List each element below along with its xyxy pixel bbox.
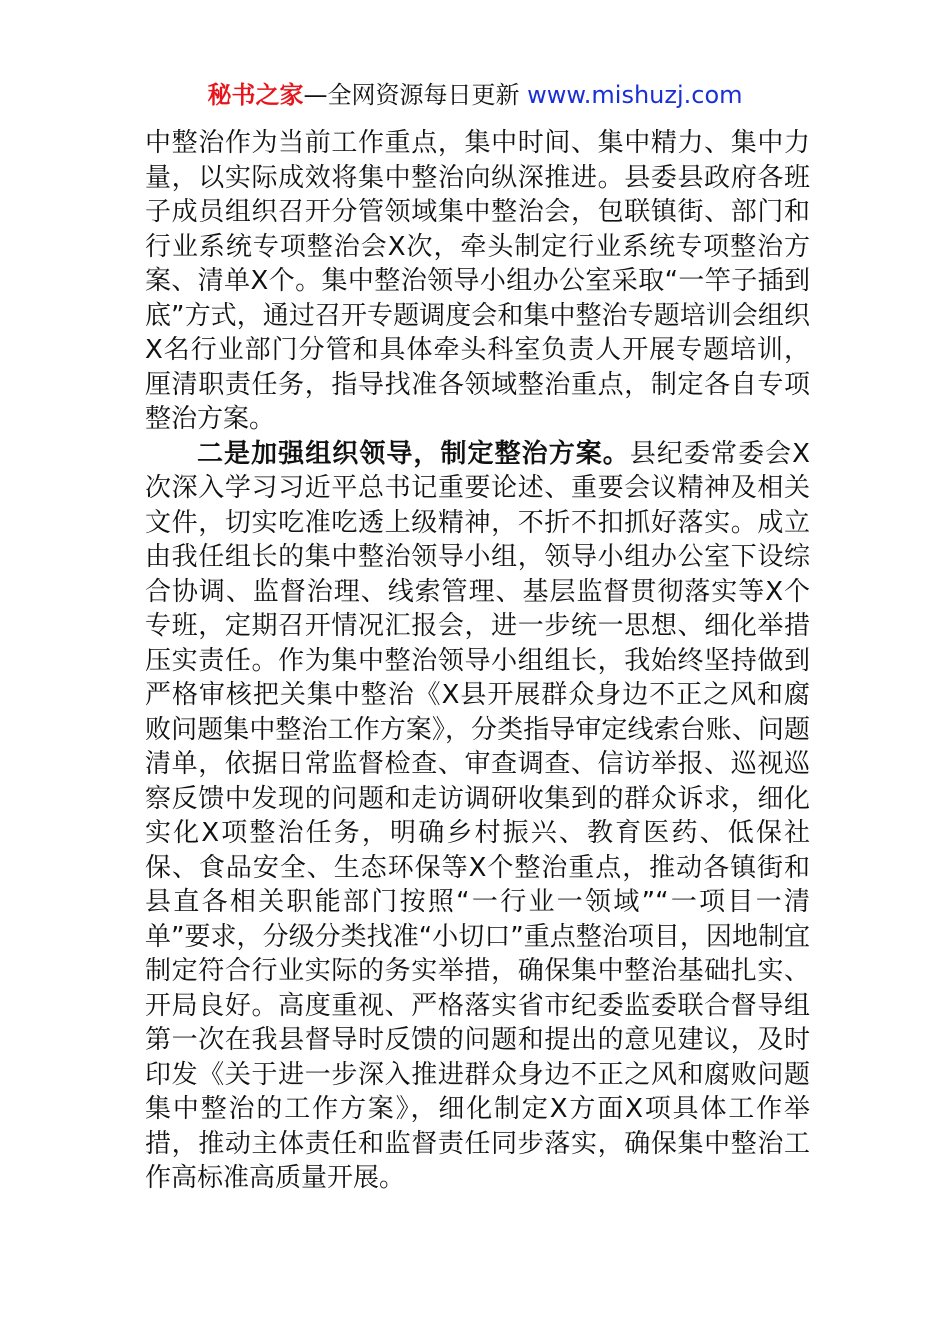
page-header	[0, 78, 950, 112]
paragraph-lead-heading: 二是加强组织领导，制定整治方案。	[197, 438, 630, 469]
header-tagline: —全网资源每日更新	[303, 81, 528, 109]
paragraph-text: 县纪委常委会X次深入学习习近平总书记重要论述、重要会议精神及相关文件，切实吃准吃透上级精神，不折不扣抓好落实。成立由我任组长的集中整治领导小组，领导小组办公室下设综合协调、监督治理、线索管理、基层监督贯彻落实等X个专班，定期召开情况汇报会，进一步统一思想、细化举措压实责任。作为集中整治领导小组组长，我始终坚持做到严格审核把关集中整治《X县开展群众身边不正之风和腐败问题集中整治工作方案》，分类指导审定线索台账、问题清单，依据日常监督检查、审查调查、信访举报、巡视巡察反馈中发现的问题和走访调研收集到的群众诉求，细化实化X项整治任务，明确乡村振兴、教育医药、低保社保、食品安全、生态环保等X个整治重点，推动各镇街和县直各相关职能部门按照“一行业一领域”“一项目一清单”要求，分级分类找准“小切口”重点整治项目，因地制宜制定符合行业实际的务实举措，确保集中整治基础扎实、开局良好。高度重视、严格落实省市纪委监委联合督导组第一次在我县督导时反馈的问题和提出的意见建议，及时印发《关于进一步深入推进群众身边不正之风和腐败问题集中整治的工作方案》，细化制定X方面X项具体工作举措，推动主体责任和监督责任同步落实，确保集中整治工作高标准高质量开展。	[145, 438, 810, 1193]
paragraph-continued	[145, 126, 810, 437]
paragraph-section-two	[145, 437, 810, 1196]
header-url[interactable]: www.mishuzj.com	[527, 81, 743, 109]
paragraph-text: 中整治作为当前工作重点，集中时间、集中精力、集中力量，以实际成效将集中整治向纵深推进。县委县政府各班子成员组织召开分管领域集中整治会，包联镇街、部门和行业系统专项整治会X次，牵头制定行业系统专项整治方案、清单X个。集中整治领导小组办公室采取“一竿子插到底”方式，通过召开专题调度会和集中整治专题培训会组织X名行业部门分管和具体牵头科室负责人开展专题培训，厘清职责任务，指导找准各领域整治重点，制定各自专项整治方案。	[145, 128, 810, 434]
header-brand: 秘书之家	[207, 81, 304, 109]
document-body	[145, 126, 810, 1196]
